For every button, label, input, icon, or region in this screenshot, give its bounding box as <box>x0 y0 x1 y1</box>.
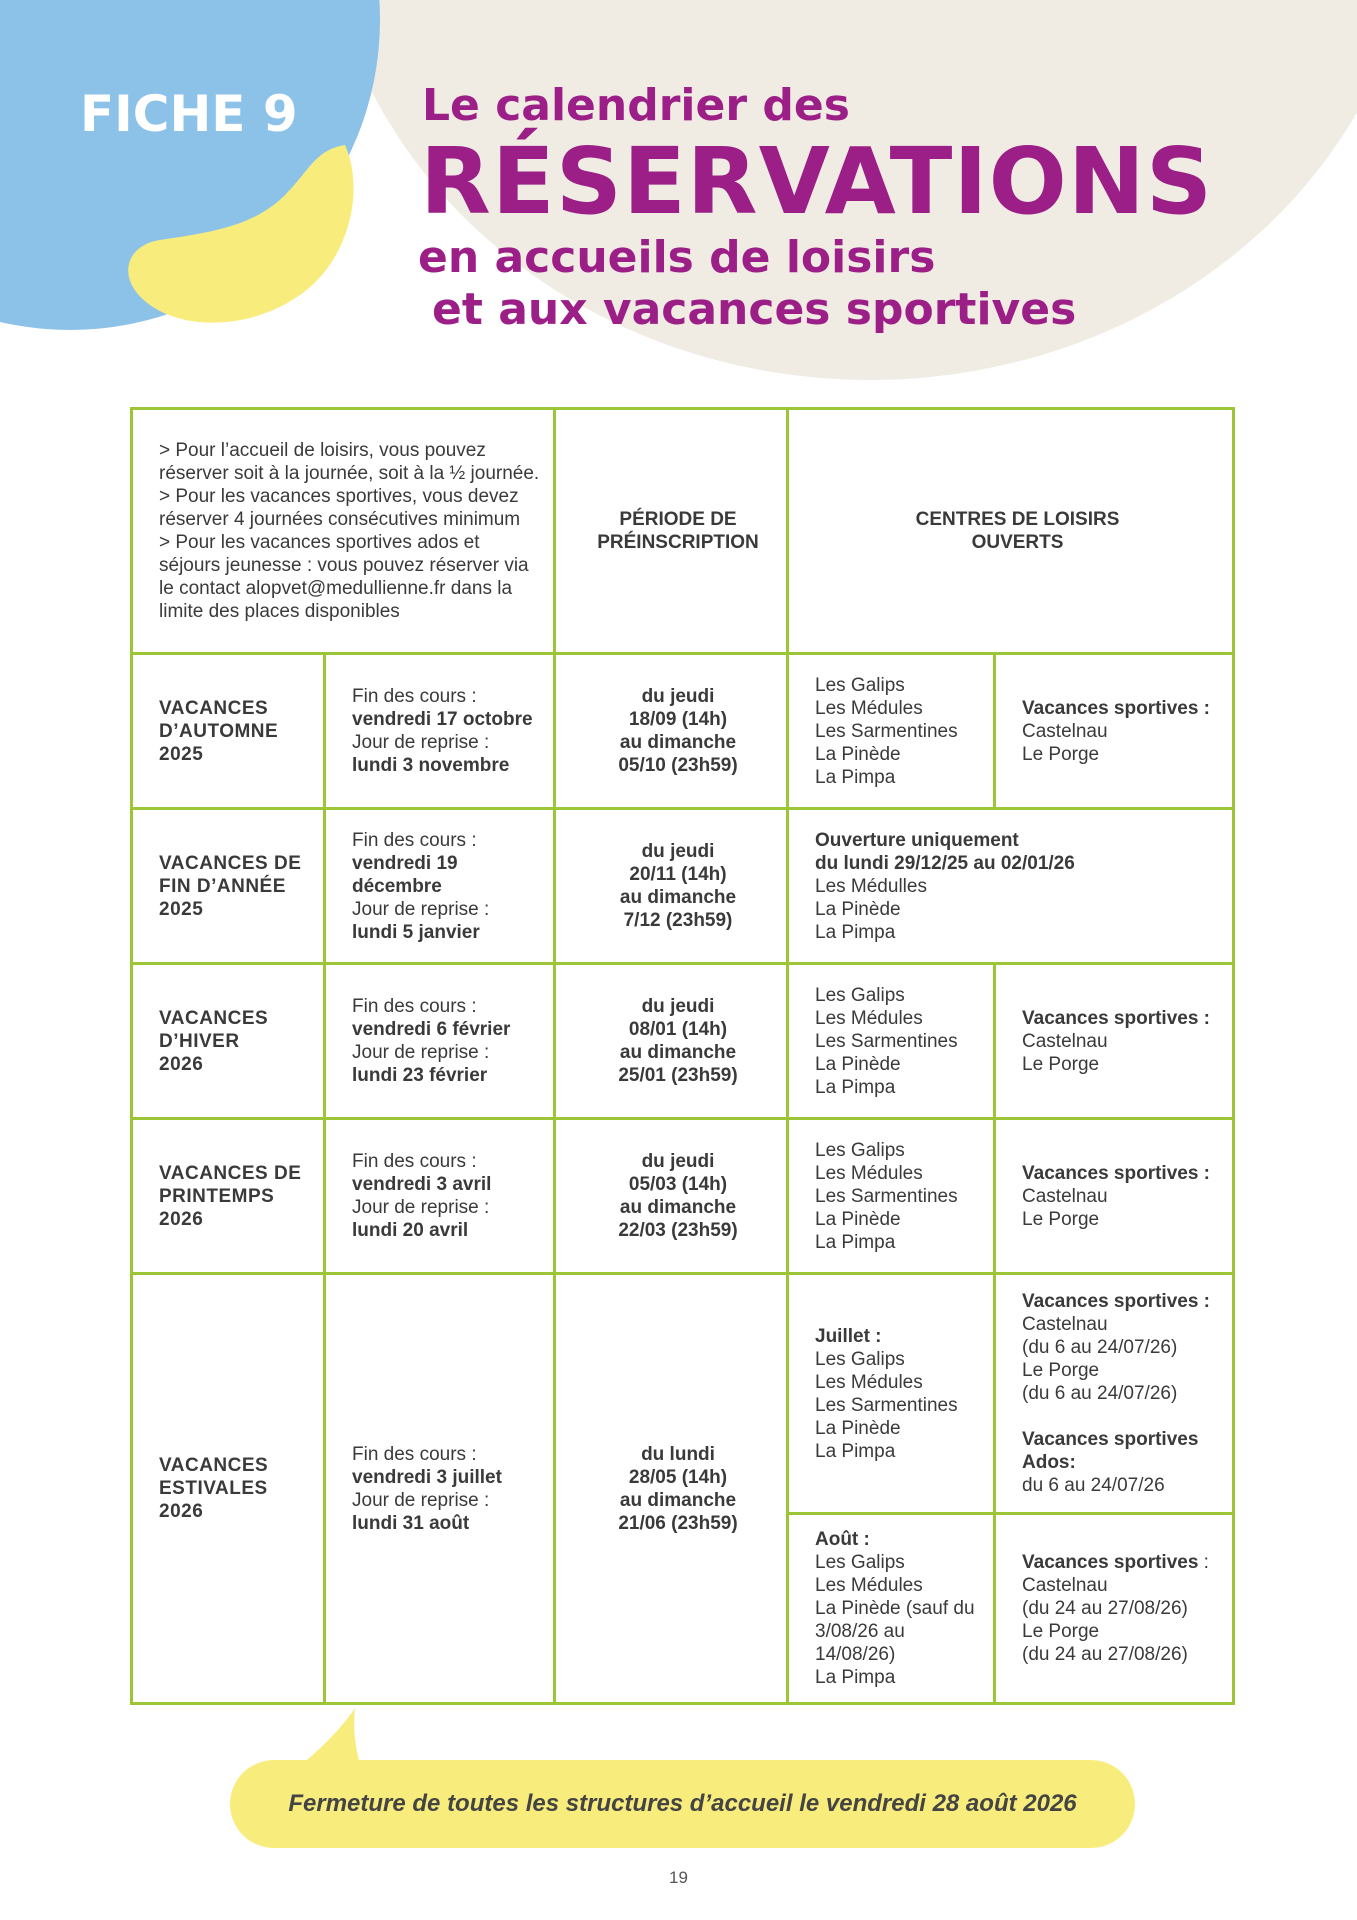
period-text: au dimanche <box>619 1042 737 1063</box>
table-row <box>132 1274 1234 1514</box>
date-label: Jour de reprise : <box>352 1489 490 1511</box>
header-text: OUVERTS <box>971 532 1064 553</box>
season-text: FIN D’ANNÉE <box>159 875 286 897</box>
centres-cell <box>788 809 1234 964</box>
period-text: du jeudi <box>641 686 715 707</box>
sport-cell <box>995 964 1234 1119</box>
sport-title: Vacances sportives : <box>1022 1162 1210 1184</box>
title-line-2: RÉSERVATIONS <box>420 128 1214 235</box>
centre-name: Les Médules <box>815 1371 923 1393</box>
period-text: 18/09 (14h) <box>628 709 728 730</box>
sport-dates: (du 6 au 24/07/26) <box>1022 1383 1178 1404</box>
season-text: VACANCES <box>159 697 269 719</box>
centre-name: La Pimpa <box>815 1231 896 1253</box>
centre-name: Les Galips <box>815 1139 905 1161</box>
sport-title: Vacances sportives : <box>1022 1007 1210 1029</box>
centre-name: La Pinède <box>815 1208 901 1230</box>
period-text: au dimanche <box>619 887 737 908</box>
season-cell <box>132 1274 325 1704</box>
season-text: VACANCES DE <box>159 1162 302 1184</box>
sport-title: Vacances sportives : <box>1022 697 1210 719</box>
fiche-label: FICHE 9 <box>80 85 298 143</box>
table-row <box>132 654 1234 809</box>
header-text: PÉRIODE DE <box>619 509 737 530</box>
period-cell <box>555 1274 788 1704</box>
season-text: 2026 <box>159 1053 204 1075</box>
sport-dates: (du 24 au 27/08/26) <box>1022 1598 1188 1619</box>
centre-name: La Pimpa <box>815 766 896 788</box>
sport-title-colon: : <box>1198 1552 1209 1573</box>
period-text: 7/12 (23h59) <box>623 910 733 931</box>
sport-cell <box>995 654 1234 809</box>
centres-cell <box>788 1119 995 1274</box>
period-cell <box>555 654 788 809</box>
title-line-3: en accueils de loisirs <box>418 232 936 283</box>
date-label: Fin des cours : <box>352 686 477 707</box>
centre-name: Les Sarmentines <box>815 1394 958 1416</box>
season-text: 2026 <box>159 1501 204 1522</box>
date-label: Fin des cours : <box>352 1151 477 1172</box>
sport-location: Le Porge <box>1022 1360 1100 1381</box>
period-text: 08/01 (14h) <box>628 1019 728 1040</box>
sport-location: Castelnau <box>1022 1185 1108 1207</box>
closure-notice-bubble <box>230 1760 1135 1848</box>
centre-name: La Pinède <box>815 1053 901 1075</box>
season-cell <box>132 964 325 1119</box>
centre-name: Les Sarmentines <box>815 1185 958 1207</box>
sport-location: Castelnau <box>1022 1314 1108 1335</box>
centre-name: Les Médules <box>815 697 923 719</box>
intro-note: > Pour les vacances sportives ados et séjours jeunesse : vous pouvez réserver via le contact alopvet@medullienne.fr dans la limite des places disponibles <box>159 532 529 622</box>
page-title <box>418 80 1214 336</box>
centre-name: La Pinède <box>815 898 901 920</box>
reservation-calendar-table <box>130 407 1235 1705</box>
table-row <box>132 809 1234 964</box>
table-header-row <box>132 409 1234 654</box>
dates-cell <box>325 654 555 809</box>
opening-note: du lundi 29/12/25 au 02/01/26 <box>815 852 1075 874</box>
date-value: lundi 23 février <box>352 1065 488 1086</box>
centre-name: Les Galips <box>815 1552 905 1573</box>
period-cell <box>555 1119 788 1274</box>
date-label: Fin des cours : <box>352 996 477 1017</box>
date-label: Fin des cours : <box>352 829 477 851</box>
centre-name: La Pinède <box>815 1417 901 1439</box>
sport-dates: du 6 au 24/07/26 <box>1022 1475 1165 1496</box>
date-value: vendredi 19 décembre <box>352 852 458 897</box>
season-text: D’AUTOMNE <box>159 720 279 742</box>
centres-cell-august <box>788 1514 995 1704</box>
season-text: 2025 <box>159 898 204 920</box>
centre-name: La Pimpa <box>815 921 896 943</box>
table-row <box>132 964 1234 1119</box>
centre-name: Les Médules <box>815 1575 923 1596</box>
period-text: au dimanche <box>619 1197 737 1218</box>
period-text: au dimanche <box>619 1489 737 1511</box>
centres-cell-july <box>788 1274 995 1514</box>
centre-name: La Pimpa <box>815 1667 896 1688</box>
season-text: D’HIVER <box>159 1030 240 1052</box>
table-row <box>132 1119 1234 1274</box>
sport-location: Le Porge <box>1022 1621 1100 1642</box>
date-label: Jour de reprise : <box>352 1197 490 1218</box>
page-number: 19 <box>669 1868 688 1887</box>
date-label: Jour de reprise : <box>352 1042 490 1063</box>
header-text: PRÉINSCRIPTION <box>597 532 759 553</box>
season-text: VACANCES DE <box>159 852 302 874</box>
period-text: du jeudi <box>641 841 715 862</box>
sport-cell-august <box>995 1514 1234 1704</box>
dates-cell <box>325 809 555 964</box>
yellow-swoosh-shape <box>0 0 400 360</box>
date-value: lundi 31 août <box>352 1512 470 1534</box>
sport-location: Castelnau <box>1022 720 1108 742</box>
centres-cell <box>788 654 995 809</box>
centre-name: Les Médules <box>815 1162 923 1184</box>
sport-title: Vacances sportives : <box>1022 1291 1210 1312</box>
title-line-4: et aux vacances sportives <box>432 284 1077 335</box>
centre-name: La Pinède <box>815 743 901 765</box>
period-text: au dimanche <box>619 732 737 753</box>
season-text: 2025 <box>159 743 204 765</box>
sport-dates: (du 6 au 24/07/26) <box>1022 1337 1178 1358</box>
date-value: vendredi 3 avril <box>352 1174 492 1195</box>
season-text: ESTIVALES <box>159 1478 268 1499</box>
dates-cell <box>325 964 555 1119</box>
period-text: 22/03 (23h59) <box>618 1220 738 1241</box>
season-text: VACANCES <box>159 1007 269 1029</box>
date-value: vendredi 3 juillet <box>352 1466 502 1488</box>
period-text: 05/03 (14h) <box>628 1174 728 1195</box>
centre-name: La Pimpa <box>815 1440 896 1462</box>
closure-notice: Fermeture de toutes les structures d’accueil le vendredi 28 août 2026 <box>288 1790 1077 1817</box>
centre-name: Les Sarmentines <box>815 1030 958 1052</box>
header-period <box>555 409 788 654</box>
sport-location: Le Porge <box>1022 1208 1100 1230</box>
sport-dates: (du 24 au 27/08/26) <box>1022 1644 1188 1665</box>
date-value: lundi 5 janvier <box>352 921 480 943</box>
centre-name: Les Galips <box>815 674 905 696</box>
sport-location: Le Porge <box>1022 743 1100 765</box>
sport-location: Le Porge <box>1022 1053 1100 1075</box>
spacer <box>1022 1405 1220 1428</box>
season-text: 2026 <box>159 1208 204 1230</box>
period-text: du lundi <box>641 1443 715 1465</box>
period-text: du jeudi <box>641 1151 715 1172</box>
centre-name: Les Médulles <box>815 875 927 897</box>
period-text: 28/05 (14h) <box>628 1466 728 1488</box>
season-cell <box>132 654 325 809</box>
sport-title: Ados: <box>1022 1452 1076 1473</box>
date-label: Fin des cours : <box>352 1443 477 1465</box>
season-text: PRINTEMPS <box>159 1185 275 1207</box>
month-title: Août : <box>815 1529 870 1550</box>
centre-name: Les Galips <box>815 984 905 1006</box>
title-line-1: Le calendrier des <box>422 80 850 131</box>
season-cell <box>132 809 325 964</box>
date-label: Jour de reprise : <box>352 898 490 920</box>
sport-cell-july <box>995 1274 1234 1514</box>
dates-cell <box>325 1119 555 1274</box>
period-cell <box>555 964 788 1119</box>
sport-title: Vacances sportives <box>1022 1429 1199 1450</box>
period-text: 21/06 (23h59) <box>618 1512 738 1534</box>
period-cell <box>555 809 788 964</box>
period-text: 05/10 (23h59) <box>618 755 738 776</box>
centres-cell <box>788 964 995 1119</box>
centre-name: Les Médules <box>815 1007 923 1029</box>
period-text: 25/01 (23h59) <box>618 1065 738 1086</box>
date-value: vendredi 17 octobre <box>352 709 533 730</box>
sport-cell <box>995 1119 1234 1274</box>
sport-title: Vacances sportives <box>1022 1552 1199 1573</box>
header-centres <box>788 409 1234 654</box>
dates-cell <box>325 1274 555 1704</box>
period-text: du jeudi <box>641 996 715 1017</box>
sport-location: Castelnau <box>1022 1575 1108 1596</box>
month-title: Juillet : <box>815 1325 882 1347</box>
date-value: vendredi 6 février <box>352 1019 511 1040</box>
centre-name: La Pimpa <box>815 1076 896 1098</box>
intro-note: > Pour l’accueil de loisirs, vous pouvez réserver soit à la journée, soit à la ½ journée. <box>159 440 540 484</box>
intro-note: > Pour les vacances sportives, vous devez réserver 4 journées consécutives minimum <box>159 486 521 530</box>
sport-location: Castelnau <box>1022 1030 1108 1052</box>
centre-name: Les Galips <box>815 1348 905 1370</box>
header-text: CENTRES DE LOISIRS <box>915 509 1120 530</box>
season-cell <box>132 1119 325 1274</box>
centre-name: Les Sarmentines <box>815 720 958 742</box>
opening-note: Ouverture uniquement <box>815 829 1019 851</box>
intro-notes <box>132 409 555 654</box>
period-text: 20/11 (14h) <box>629 864 727 885</box>
date-value: lundi 3 novembre <box>352 755 510 776</box>
centre-name: La Pinède (sauf du 3/08/26 au 14/08/26) <box>815 1598 975 1665</box>
date-value: lundi 20 avril <box>352 1220 469 1241</box>
season-text: VACANCES <box>159 1455 269 1476</box>
date-label: Jour de reprise : <box>352 732 490 753</box>
